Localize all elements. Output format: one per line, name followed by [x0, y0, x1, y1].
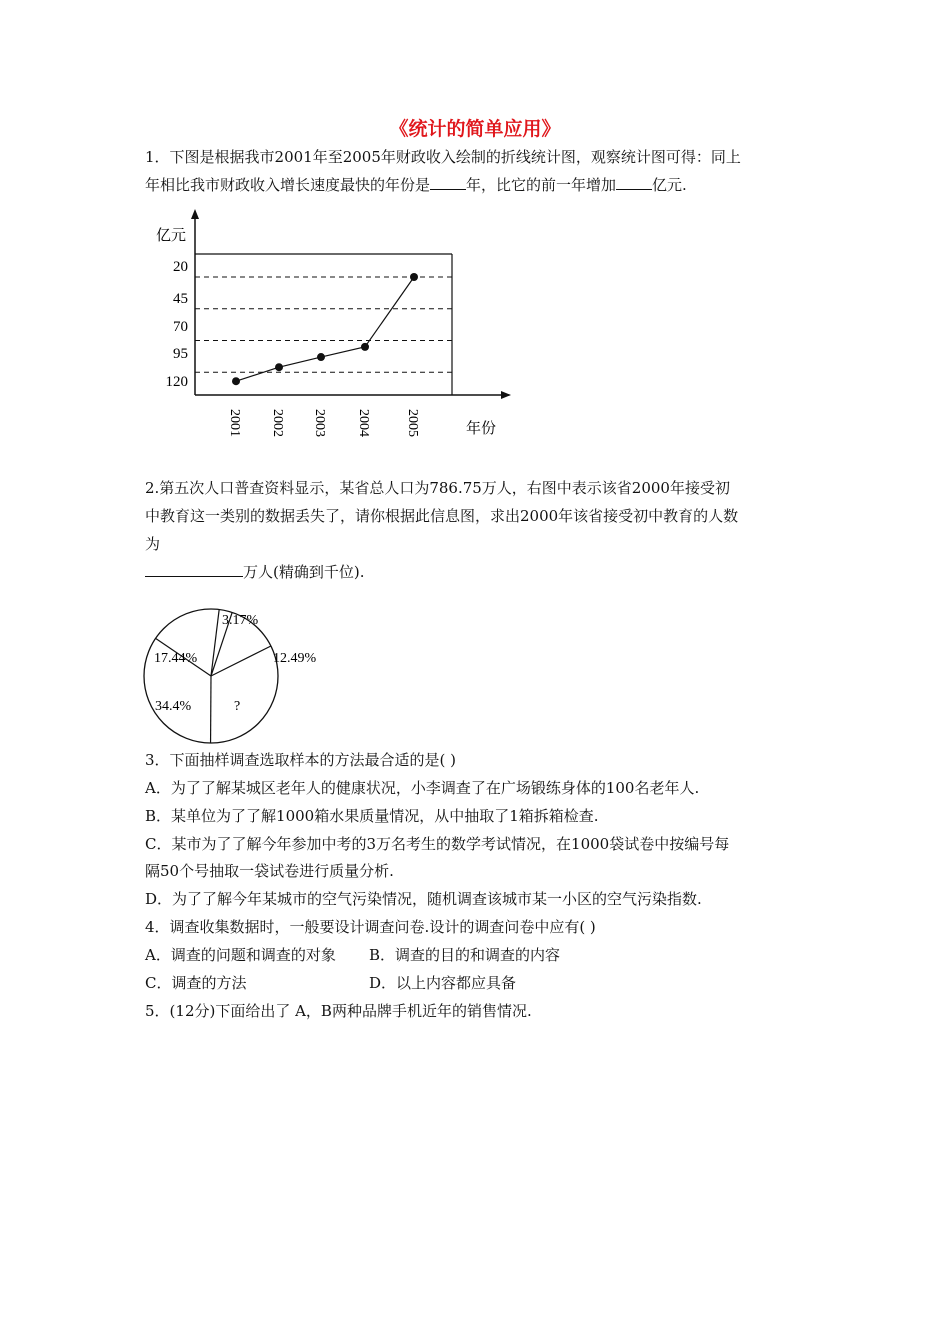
x-axis-arrow	[501, 391, 511, 399]
pie-chart	[140, 600, 340, 745]
x-tick-label: 2004	[356, 409, 371, 437]
x-tick-label: 2002	[270, 409, 285, 437]
x-axis-label: 年份	[466, 421, 497, 437]
q4-stem: 4．调查收集数据时，一般要设计调查问卷.设计的调查问卷中应有( )	[145, 918, 596, 936]
y-axis-arrow	[191, 209, 199, 219]
pie-label-12-49: 12.49%	[273, 651, 317, 666]
data-points	[232, 273, 418, 385]
x-tick-label: 2005	[405, 409, 420, 437]
y-tick-label: 20	[173, 259, 188, 275]
q5-stem: 5．(12分)下面给出了 A，B两种品牌手机近年的销售情况.	[145, 1002, 532, 1020]
q1-line2	[145, 172, 687, 199]
q4-option-c: C．调查的方法	[145, 974, 247, 992]
data-point	[317, 353, 325, 361]
q3-option-d: D．为了了解今年某城市的空气污染情况，随机调查该城市某一小区的空气污染指数.	[145, 890, 702, 908]
data-point	[275, 363, 283, 371]
q4-option-b: B．调查的目的和调查的内容	[369, 946, 561, 964]
y-tick-label: 45	[173, 291, 188, 307]
page-title: 《统计的简单应用》	[389, 118, 561, 140]
q2-line2: 中教育这一类别的数据丢失了，请你根据此信息图，求出2000年该省接受初中教育的人数	[145, 507, 739, 525]
q3-stem: 3．下面抽样调查选取样本的方法最合适的是( )	[145, 751, 457, 769]
q1-text-b: 年，比它的前一年增加	[466, 176, 617, 194]
q4-option-a: A．调查的问题和调查的对象	[145, 946, 336, 964]
q3-option-c-line1: C．某市为了了解今年参加中考的3万名考生的数学考试情况，在1000袋试卷中按编号每	[145, 835, 730, 853]
pie-slice-edge	[211, 609, 219, 676]
q3-option-b: B．某单位为了了解1000箱水果质量情况，从中抽取了1箱拆箱检查.	[145, 807, 599, 825]
q3-option-c-line2: 隔50个号抽取一袋试卷进行质量分析.	[145, 862, 394, 880]
data-point	[410, 273, 418, 281]
y-tick-label: 95	[173, 346, 188, 362]
x-tick-label: 2001	[227, 409, 242, 437]
q2-line3: 为	[145, 535, 161, 553]
pie-label-17-44: 17.44%	[154, 651, 198, 666]
q2-line1: 2.第五次人口普查资料显示，某省总人口为786.75万人，右图中表示该省2000年接受初	[145, 479, 730, 497]
q2-line4	[145, 559, 364, 586]
q1-text-a: 年相比我市财政收入增长速度最快的年份是	[145, 176, 431, 194]
q3-option-a: A．为了了解某城区老年人的健康状况，小李调查了在广场锻练身体的100名老年人.	[145, 779, 700, 797]
data-point	[232, 377, 240, 385]
series-line	[236, 277, 414, 381]
data-point	[361, 343, 369, 351]
pie-slices	[144, 609, 278, 743]
y-axis-label: 亿元	[156, 228, 187, 244]
q1-blank-year[interactable]	[430, 173, 466, 190]
pie-label-unknown: ?	[234, 699, 241, 714]
q1-text-c: 亿元.	[652, 176, 687, 194]
x-tick-label: 2003	[312, 409, 327, 437]
q4-option-d: D．以上内容都应具备	[369, 974, 517, 992]
pie-label-3-17: 3.17%	[222, 613, 259, 628]
q2-text: 万人(精确到千位).	[243, 563, 365, 581]
x-tick-labels	[227, 409, 420, 437]
line-chart	[140, 205, 520, 450]
q2-blank-answer[interactable]	[145, 560, 243, 577]
y-tick-label: 120	[165, 374, 188, 390]
y-tick-labels	[166, 259, 189, 390]
q1-blank-amount[interactable]	[616, 173, 652, 190]
q1-line1: 1．下图是根据我市2001年至2005年财政收入绘制的折线统计图，观察统计图可得：同上	[145, 148, 741, 166]
y-tick-label: 70	[173, 319, 188, 335]
pie-label-34-4: 34.4%	[155, 699, 192, 714]
